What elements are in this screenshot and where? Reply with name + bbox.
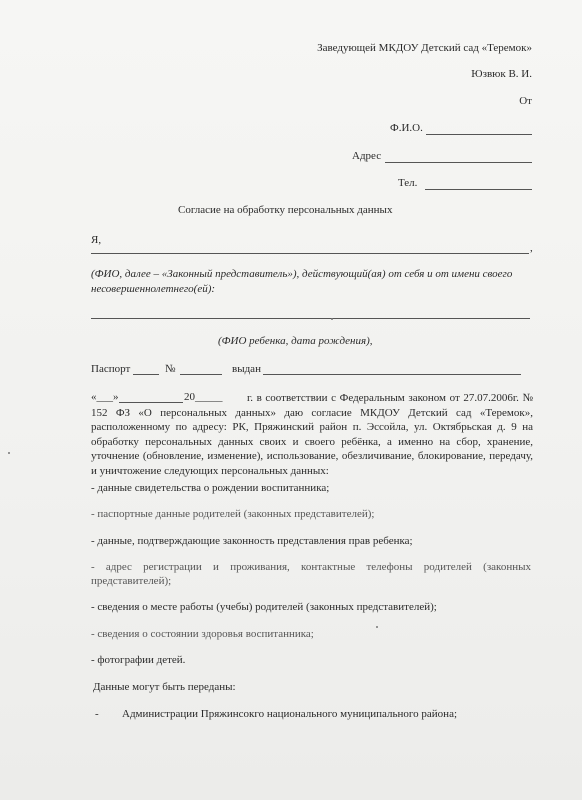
phone-label: Тел. [398,177,418,189]
passport-issued-line[interactable] [263,374,521,375]
list-item: - адрес регистрации и проживания, контактные телефоны родителей (законных представителей); [91,561,531,587]
scan-speck [8,452,10,454]
i-label: Я, [91,234,102,246]
address-label: Адрес [352,150,382,162]
list-item: - данные свидетельства о рождении воспитанника; [91,482,330,494]
passport-number-line[interactable] [180,374,222,375]
passport-series-line[interactable] [133,374,159,375]
fio-label: Ф.И.О. [390,122,423,134]
scan-speck [331,318,333,320]
child-note: (ФИО ребенка, дата рождения), [218,335,373,347]
address-blank-line[interactable] [385,162,532,163]
head-name: Юзвюк В. И. [471,68,532,80]
list-item: - данные, подтверждающие законность представления прав ребенка; [91,535,413,547]
representative-name-line[interactable] [91,253,529,254]
passport-label: Паспорт [91,363,131,375]
list-item: - сведения о месте работы (учебы) родителей (законных представителей); [91,601,437,613]
list-item: - фотографии детей. [91,654,186,666]
from-label: От [519,95,532,107]
child-name-line[interactable] [91,318,530,319]
consent-paragraph: г. в соответствии с Федеральным законом от 27.07.2006г. № 152 ФЗ «О персональных данных» даю согласие МКДОУ Детский сад «Теремок», расположенному по адресу: РК, Пряжинский район п. Эссойла, ул. Октябрьская д. 9 на обработку персональных данных своих и своего ребёнка, а именно на сбор, хранение, уточнение (обновление, изменение), использование, обезличивание, блокирование, передачу, и уничтожение следующих персональных данных: [91,392,533,477]
transfer-dash: - [95,708,99,720]
date-day[interactable]: «___» [91,391,119,403]
transfer-item: Администрации Пряжинсокго национального муниципального района; [122,708,458,720]
transfer-heading: Данные могут быть переданы: [93,681,236,693]
list-item: - паспортные данные родителей (законных представителей); [91,508,375,520]
representative-note: (ФИО, далее – «Законный представитель»), действующий(ая) от себя и от имени своего несовершеннолетнего(ей): [91,268,513,295]
document-title: Согласие на обработку персональных данных [178,204,393,216]
list-item: - сведения о состоянии здоровья воспитанника; [91,628,314,640]
passport-number-label: № [165,363,176,375]
i-comma: , [530,242,533,254]
phone-blank-line[interactable] [425,189,532,190]
scan-speck [376,626,378,628]
date-year[interactable]: 20_____ [184,391,223,403]
addressee-line: Заведующей МКДОУ Детский сад «Теремок» [317,42,532,54]
passport-issued-label: выдан [232,363,261,375]
fio-blank-line[interactable] [426,134,532,135]
